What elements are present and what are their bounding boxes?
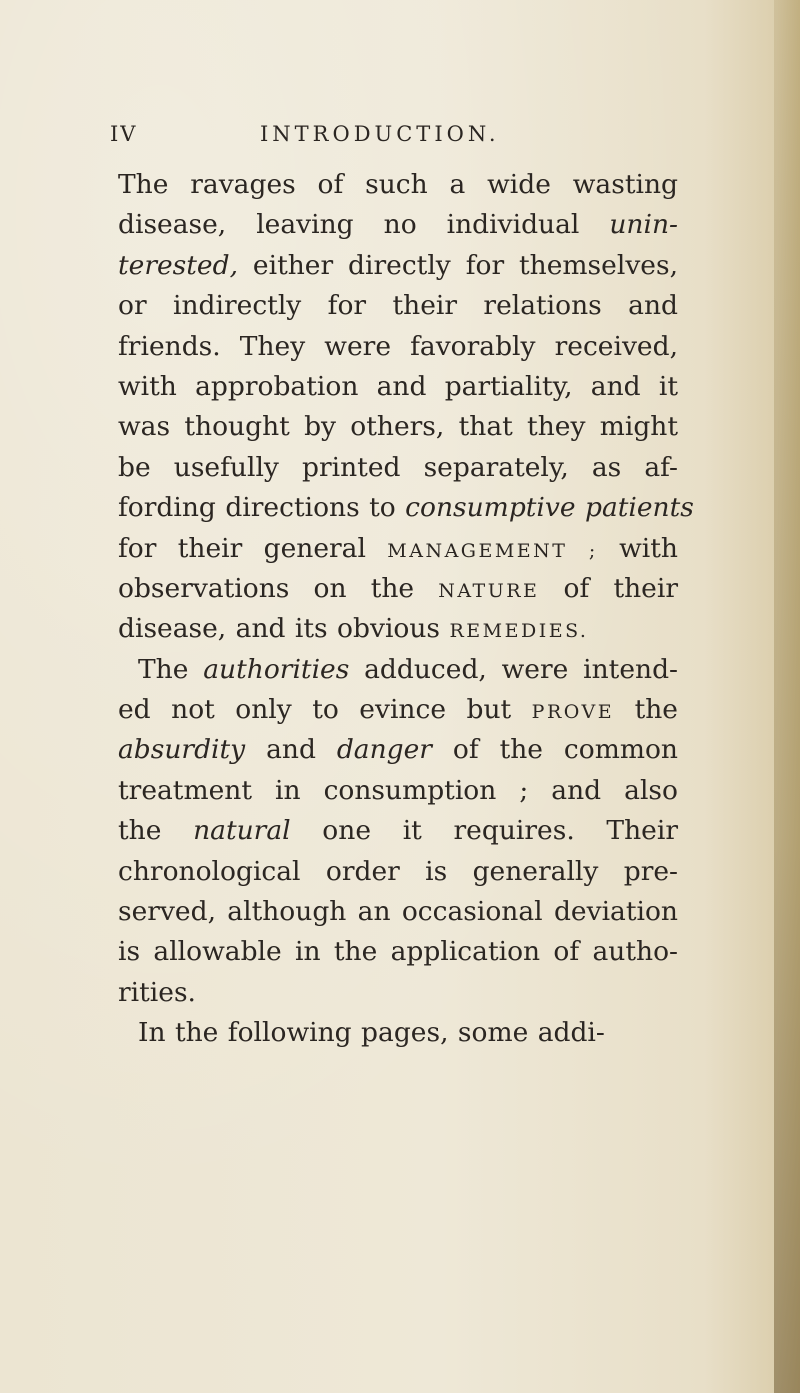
- text-line: for their general MANAGEMENT ; with: [118, 532, 678, 564]
- text-line: ed not only to evince but PROVE the: [118, 694, 678, 726]
- text-line: or indirectly for their relations and: [118, 290, 678, 322]
- text-line: disease, leaving no individual unin-: [118, 209, 678, 241]
- text-line: disease, and its obvious REMEDIES.: [118, 613, 589, 645]
- text-line: The authorities adduced, were intend-: [138, 653, 678, 685]
- running-head-title: INTRODUCTION.: [260, 122, 500, 146]
- text-line: friends. They were favorably received,: [118, 330, 678, 362]
- text-line: fording directions to consumptive patients: [118, 492, 694, 524]
- text-line: served, although an occasional deviation: [118, 896, 678, 928]
- page-number: IV: [110, 122, 138, 146]
- text-line: observations on the NATURE of their: [118, 572, 678, 604]
- text-line: is allowable in the application of autho-: [118, 936, 678, 968]
- text-line: absurdity and danger of the common: [118, 734, 678, 766]
- body-text: [118, 165, 694, 1054]
- text-line: terested, either directly for themselves,: [118, 249, 678, 281]
- text-line: treatment in consumption ; and also: [118, 774, 678, 806]
- running-head: [110, 122, 670, 152]
- text-line: the natural one it requires. Their: [118, 815, 678, 847]
- text-line: rities.: [118, 976, 196, 1008]
- text-line: chronological order is generally pre-: [118, 855, 678, 887]
- text-line: The ravages of such a wide wasting: [118, 169, 678, 200]
- text-line: In the following pages, some addi-: [138, 1017, 605, 1049]
- page-edge-stain: [774, 0, 800, 1393]
- text-line: be usefully printed separately, as af-: [118, 451, 678, 483]
- text-line: was thought by others, that they might: [118, 411, 678, 443]
- text-line: with approbation and partiality, and it: [118, 370, 678, 402]
